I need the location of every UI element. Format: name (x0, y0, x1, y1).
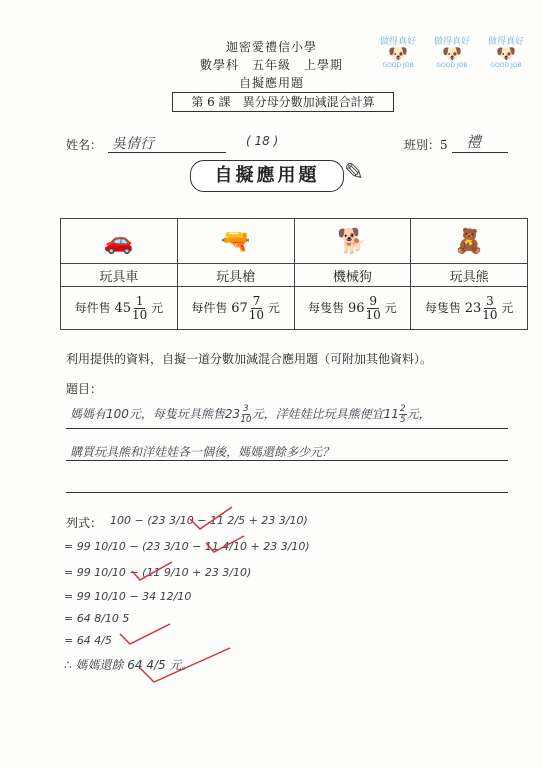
working-step: = 64 8/10 5 (64, 612, 130, 625)
toy-name: 玩具車 (61, 264, 178, 287)
working-label: 列式： (66, 516, 103, 530)
price-whole: 45 (114, 300, 131, 316)
student-number: ( 18 ) (246, 134, 279, 148)
school-name: 迦密愛禮信小學 (225, 40, 317, 54)
fraction-denominator: 10 (240, 415, 252, 425)
price-unit: 元 (384, 300, 397, 315)
price-whole: 96 (347, 300, 365, 316)
price-denominator: 10 (248, 307, 265, 322)
doc-type: 自擬應用題 (238, 76, 304, 90)
fraction-numerator: 2 (399, 404, 406, 414)
price-unit: 元 (501, 300, 514, 315)
price-numerator: 1 (135, 293, 144, 308)
pencil-icon: ✎ (344, 158, 365, 186)
check-mark-icon (206, 536, 244, 552)
toy-car-icon: 🚗 (103, 227, 134, 255)
dog-stamp-icon: 🐶 (496, 44, 516, 63)
fraction-denominator: 5 (399, 415, 406, 425)
question-text: 元， (406, 407, 431, 421)
page-title: 自擬應用題 (190, 160, 344, 192)
toy-name: 玩具槍 (177, 264, 294, 287)
instruction-text: 利用提供的資料，自擬一道分數加減混合應用題（可附加其他資料）。 (66, 352, 433, 366)
price-denominator: 10 (365, 307, 381, 322)
price-prefix: 每隻售 (424, 300, 461, 315)
check-mark-icon (120, 624, 170, 644)
price-denominator: 10 (482, 307, 498, 322)
working-step: = 99 10/10 − (11 9/10 + 23 3/10) (64, 566, 252, 579)
price-prefix: 每件售 (74, 300, 111, 315)
teddy-bear-icon: 🧸 (454, 227, 485, 255)
fraction-numerator: 3 (243, 404, 249, 414)
name-label: 姓名： (66, 138, 103, 152)
price-numerator: 3 (486, 293, 494, 308)
question-label: 題目： (66, 382, 103, 396)
stamp-text: 做得真好 (487, 37, 524, 47)
check-mark-icon (140, 648, 230, 682)
working-step: = 99 10/10 − (23 3/10 − 11 4/10 + 23 3/10) (64, 540, 310, 553)
question-text: 媽媽有100元，每隻玩具熊售23 (70, 407, 241, 421)
price-whole: 67 (231, 300, 248, 316)
price-numerator: 7 (252, 293, 261, 308)
subject-line: 數學科 五年級 上學期 (199, 58, 343, 72)
toy-gun-icon: 🔫 (220, 227, 251, 255)
name-value: 吳倩行 (112, 136, 154, 152)
lesson-title: 第 6 課 異分母分數加減混合計算 (172, 92, 394, 112)
toy-name: 玩具熊 (411, 264, 528, 287)
price-prefix: 每件售 (191, 300, 228, 315)
working-step: = 99 10/10 − 34 12/10 (64, 590, 192, 603)
stamp-sub: GOOD JOB (382, 62, 414, 69)
price-prefix: 每隻售 (308, 300, 345, 315)
price-unit: 元 (267, 300, 280, 315)
stamp-sub: GOOD JOB (490, 62, 522, 69)
final-answer: ∴ 媽媽還餘 64 4/5 元。 (64, 658, 194, 672)
toy-name: 機械狗 (294, 264, 411, 287)
check-mark-icon (190, 507, 232, 529)
class-label: 班別：5 (404, 138, 448, 152)
question-text: 元，洋娃娃比玩具熊便宜11 (251, 407, 399, 421)
dog-stamp-icon: 🐶 (388, 44, 408, 63)
price-denominator: 10 (132, 307, 148, 322)
price-unit: 元 (151, 300, 164, 315)
check-mark-icon (132, 562, 172, 580)
stamp-sub: GOOD JOB (436, 62, 468, 69)
working-step: = 64 4/5 (64, 634, 112, 647)
stamp-text: 做得真好 (433, 37, 470, 47)
stamp-text: 做得真好 (379, 37, 416, 47)
price-numerator: 9 (369, 293, 377, 308)
class-value: 禮 (466, 133, 482, 151)
price-whole: 23 (464, 300, 482, 316)
robot-dog-icon: 🐕 (337, 227, 368, 255)
dog-stamp-icon: 🐶 (442, 44, 462, 63)
working-step: 100 − (23 3/10 − 11 2/5 + 23 3/10) (110, 514, 308, 527)
question-line-2: 購買玩具熊和洋娃娃各一個後，媽媽還餘多少元？ (70, 445, 335, 459)
